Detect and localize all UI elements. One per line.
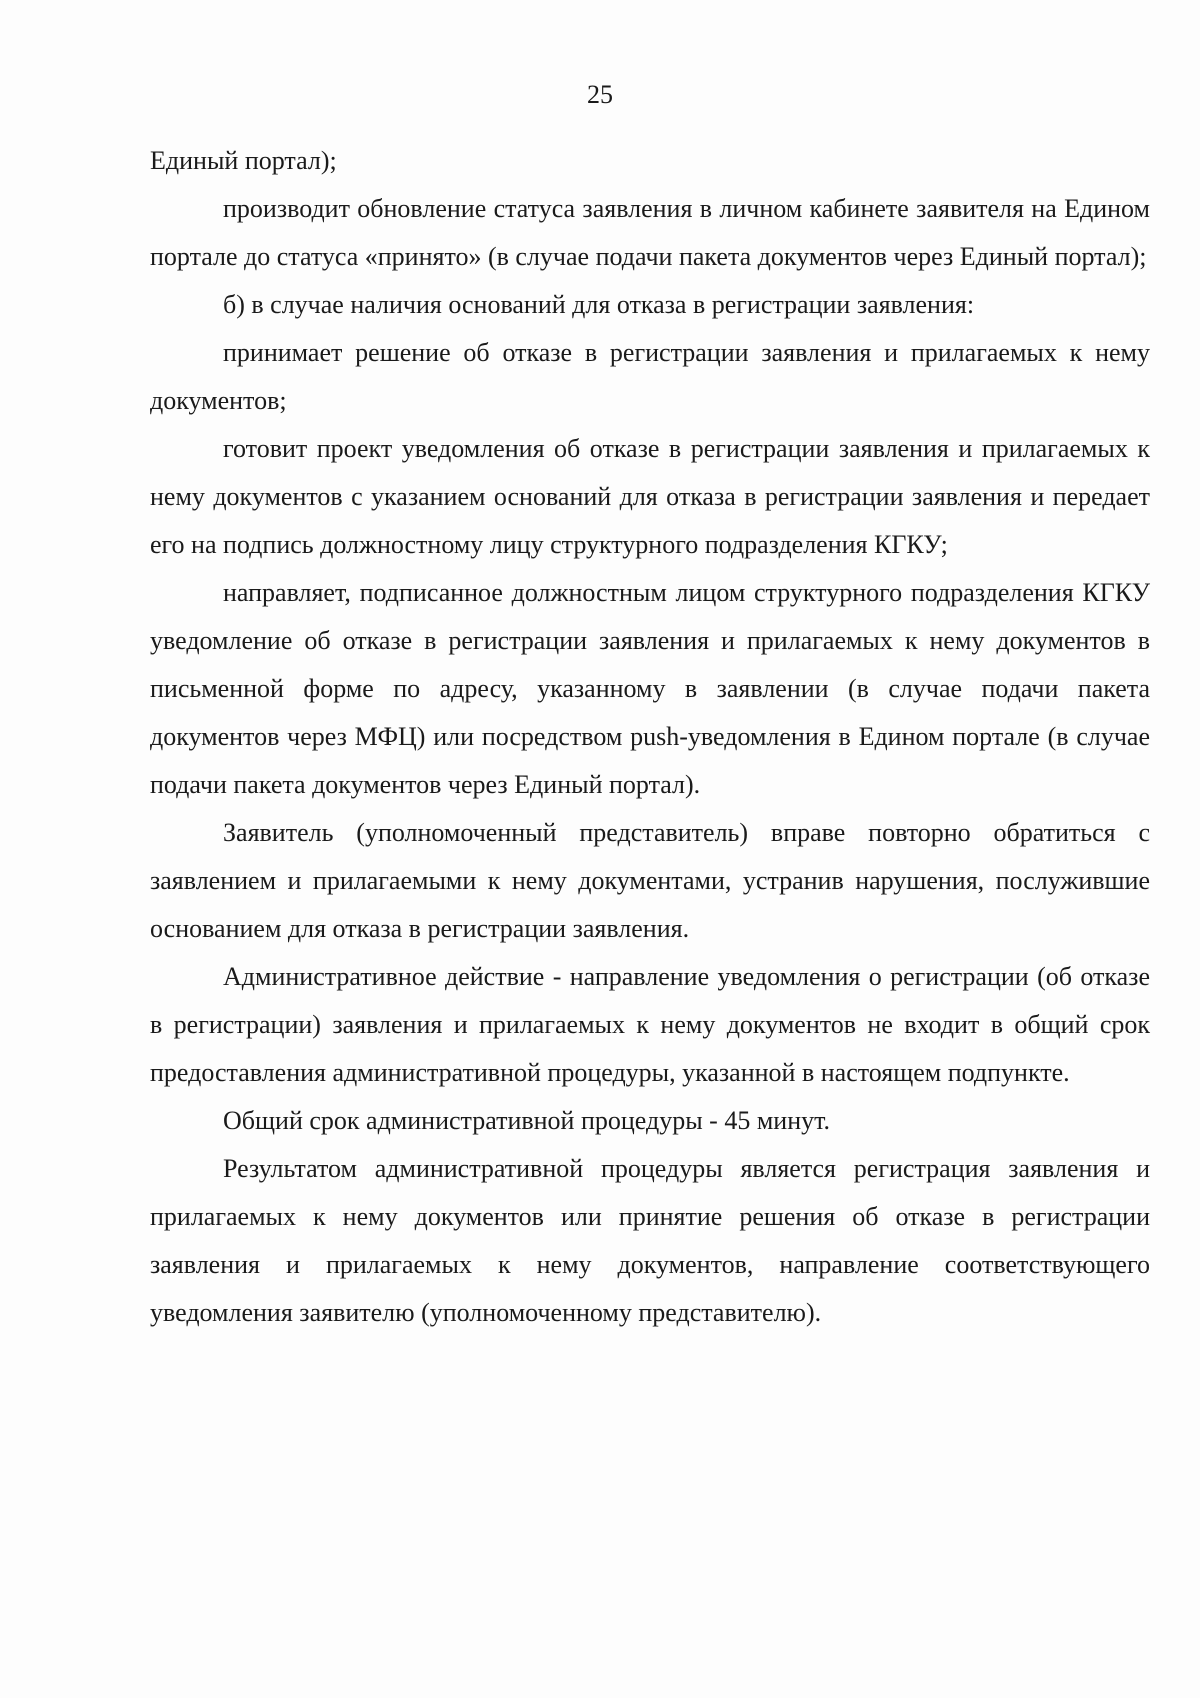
paragraph-8: Административное действие - направление уведомления о регистрации (об отказе в регистрации) заявления и прилагаемых к нему документов не входит в общий срок предоставления административной процедуры, указанной в настоящем подпункте. [150,962,1150,1087]
paragraph-3: б) в случае наличия оснований для отказа в регистрации заявления: [223,290,975,319]
paragraph-6: направляет, подписанное должностным лицом структурного подразделения КГКУ уведомление об отказе в регистрации заявления и прилагаемых к нему документов в письменной форме по адресу, указанному в заявлении (в случае подачи пакета документов через МФЦ) или посредством push-уведомления в Едином портале (в случае подачи пакета документов через Единый портал). [150,578,1150,799]
document-body [150,137,1150,1337]
paragraph-2: производит обновление статуса заявления в личном кабинете заявителя на Едином портале до статуса «принято» (в случае подачи пакета документов через Единый портал); [150,194,1150,271]
paragraph-9: Общий срок административной процедуры - 45 минут. [223,1106,831,1135]
paragraph-1: Единый портал); [150,146,337,175]
paragraph-10: Результатом административной процедуры является регистрация заявления и прилагаемых к нему документов или принятие решения об отказе в регистрации заявления и прилагаемых к нему документов, направление соответствующего уведомления заявителю (уполномоченному представителю). [150,1154,1150,1327]
paragraph-7: Заявитель (уполномоченный представитель) вправе повторно обратиться с заявлением и прилагаемыми к нему документами, устранив нарушения, послужившие основанием для отказа в регистрации заявления. [150,818,1150,943]
paragraph-4: принимает решение об отказе в регистрации заявления и прилагаемых к нему документов; [150,338,1150,415]
page-number: 25 [587,80,613,109]
paragraph-5: готовит проект уведомления об отказе в регистрации заявления и прилагаемых к нему документов с указанием оснований для отказа в регистрации заявления и передает его на подпись должностному лицу структурного подразделения КГКУ; [150,434,1150,559]
